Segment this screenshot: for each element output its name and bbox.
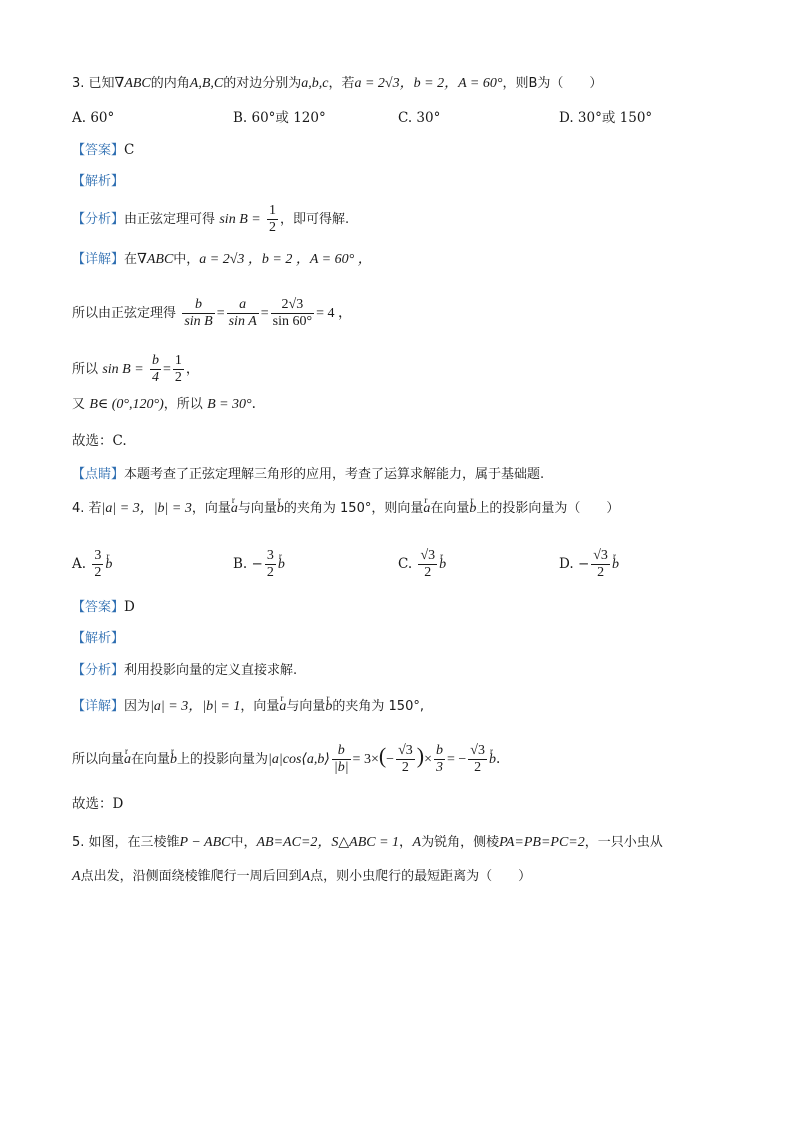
- q3-b-value: ，b = 2: [399, 76, 445, 91]
- fraction-denominator: 2: [174, 370, 182, 385]
- q4-b-norm: ，|b| = 3: [139, 501, 192, 516]
- fraction-denominator: 3: [436, 760, 443, 775]
- q5-line2-mid: 点出发，沿侧面绕棱锥爬行一周后回到: [80, 869, 302, 884]
- q4-stem: [72, 498, 619, 519]
- q4-analysis-tag: 【 解析 】: [72, 631, 124, 646]
- q3-xj-mid: 中，: [173, 252, 200, 267]
- fraction-denominator: 2: [424, 565, 432, 580]
- q3-answer-value: C: [124, 142, 135, 158]
- q3-line2-frac3: [271, 297, 314, 330]
- q4-vector-b2: r b: [469, 499, 476, 519]
- q3-line3-pre: 所以: [72, 362, 99, 377]
- q4-xj-pre: 因为: [124, 699, 151, 714]
- q4-line2-pre: 所以向量: [72, 752, 125, 767]
- q4-line2-expr: |a|cos⟨a,b⟩: [268, 752, 330, 767]
- q3-line4-mid: ，所以: [163, 397, 203, 412]
- fraction-numerator: b: [332, 743, 351, 760]
- fraction-numerator: a: [227, 297, 259, 314]
- option-label: B.: [233, 556, 248, 572]
- q4-xj-end: 的夹角为 150°,: [332, 699, 424, 714]
- q4-xj-b: ，|b| = 1: [188, 699, 241, 714]
- q4-answer: [72, 597, 135, 618]
- q4-stem-mid2: 与向量: [237, 501, 277, 516]
- q4-line2-cos-frac: [396, 743, 415, 776]
- q5-line2: [72, 866, 531, 887]
- q4-line2-result-vector: r b: [489, 750, 496, 770]
- q4-line2-vector-b: r b: [170, 750, 177, 770]
- fraction-numerator: 3: [266, 548, 274, 563]
- fraction-denominator: 2: [266, 565, 274, 580]
- q3-xiangjie-tag: 【 详解 】: [72, 252, 124, 267]
- fraction-denominator: sin 60°: [272, 314, 313, 329]
- fraction-denominator: 2: [597, 565, 605, 580]
- q4-option-a: [72, 548, 112, 581]
- q3-line4-pre: 又: [72, 397, 86, 412]
- q3-line2: 所以由正弦定理得 $\frac{b}{\text{sin B}}$ = $\frac{a}{\text{sin A}}$ = $\frac{2√3}{\sin 60^\circ}$ = 4 ，: [72, 297, 352, 329]
- q4-answer-value: D: [124, 599, 135, 615]
- q3-dianjing-text: 本题考查了正弦定理解三角形的应用，考查了运算求解能力，属于基础题.: [124, 467, 545, 482]
- q3-fenxi-expr: sin B =: [219, 212, 261, 227]
- q5-line2-end: 点，则小虫爬行的最短距离为（ ）: [310, 869, 532, 884]
- q4-line2-mid: 在向量: [131, 752, 171, 767]
- q4-fenxi: [72, 660, 297, 681]
- option-sign: −: [251, 556, 263, 572]
- q3-option-b: B. 60°或 120°: [233, 110, 326, 126]
- q4-line2-eq: = 3×: [352, 752, 379, 767]
- q4-line2-end: .: [495, 751, 501, 767]
- q5-line1-mid3: 为锐角，侧棱: [421, 835, 500, 850]
- q3-answer: [72, 140, 134, 161]
- q4-a-norm: |a| = 3: [101, 501, 140, 516]
- q3-triangle: ∇ABC: [114, 76, 151, 91]
- fraction-denominator: |b|: [333, 760, 349, 775]
- q5-pyramid: P − ABC: [179, 835, 231, 850]
- q5-ab-ac: AB=AC=2，: [256, 835, 332, 850]
- fraction-numerator: √3: [398, 743, 413, 758]
- q5-line1-end: ，一只小虫从: [584, 835, 663, 850]
- q4-choose: 故选：D: [72, 796, 124, 812]
- q3-xj-pre: 在: [124, 252, 138, 267]
- q4-stem-mid3: 的夹角为 150°，则向量: [283, 501, 424, 516]
- q3-analysis: [72, 171, 124, 192]
- q3-stem-text2: 的对边分别为: [223, 76, 302, 91]
- q4-line2-unit-frac: [332, 743, 351, 776]
- option-vector-b: r b: [439, 555, 446, 575]
- q4-vector-a2: r a: [423, 499, 430, 519]
- q3-line4-expr: B∈ (0°,120°): [89, 397, 164, 412]
- q3-a-value: a = 2√3: [354, 76, 400, 91]
- q4-xj-mid: ，向量: [240, 699, 280, 714]
- q5-line1-pre: 5. 如图，在三棱锥: [72, 835, 180, 850]
- q3-line4: [72, 394, 256, 415]
- q3-xj-triangle: ∇ABC: [137, 252, 174, 267]
- q5-angle-a: A: [412, 835, 422, 850]
- option-fraction: [265, 548, 276, 581]
- q3-choose: 故选：C.: [72, 433, 127, 449]
- q3-sides: a,b,c: [301, 76, 329, 91]
- fraction-numerator: √3: [420, 548, 436, 563]
- q3-xj-values: a = 2√3 ，b = 2 ，A = 60° ，: [199, 252, 372, 267]
- q5-point-a2: A: [301, 869, 311, 884]
- q3-line3-end: ，: [185, 361, 200, 377]
- q4-xiangjie: [72, 696, 424, 717]
- q3-line3-expr: sin B =: [102, 362, 144, 377]
- q4-fenxi-tag: 【 分析 】: [72, 663, 124, 678]
- q3-line2-frac1: [182, 297, 214, 330]
- q4-stem-mid: ，向量: [191, 501, 231, 516]
- q4-line2-vector-a: r a: [124, 750, 131, 770]
- q5-line1-mid: 中，: [230, 835, 257, 850]
- q4-stem-mid4: 在向量: [430, 501, 470, 516]
- q5-area: S△ABC = 1: [331, 835, 400, 850]
- q4-line2-b-frac: [434, 743, 445, 776]
- q4-option-d: [559, 548, 619, 581]
- q3-option-c: C. 30°: [398, 110, 441, 126]
- q3-angles: A,B,C: [189, 76, 224, 91]
- q4-line2-result-frac: [468, 743, 487, 776]
- q3-xiangjie: [72, 249, 372, 270]
- q4-line2-mid2: 上的投影向量为: [177, 752, 269, 767]
- option-label: A.: [72, 556, 87, 572]
- q4-option-b: [233, 548, 285, 581]
- q3-analysis-tag: 【 解析 】: [72, 174, 124, 189]
- q3-dianjing-tag: 【 点睛 】: [72, 467, 124, 482]
- q4-line2: 所以向量r a在向量r b上的投影向量为|a|cos⟨a,b⟩ $\frac{b}{|b|}$ = 3×(− $\frac{√3}{2}$ )× $\frac{b}{3}$ = − $\frac{√3}{2}$ r b.: [72, 743, 500, 776]
- q4-vector-b: r b: [277, 499, 284, 519]
- q3-stem: [72, 73, 602, 94]
- q3-fenxi-tag: 【 分析 】: [72, 212, 124, 227]
- q3-A-value: ，A = 60°: [444, 76, 503, 91]
- option-label: D.: [559, 556, 574, 572]
- fraction-numerator: 1: [269, 203, 276, 218]
- q4-vector-a: r a: [231, 499, 238, 519]
- q3-line4-result: B = 30°: [207, 397, 252, 412]
- fraction-numerator: √3: [470, 743, 485, 758]
- q3-stem-end: ，则B为（ ）: [502, 76, 603, 91]
- q3-cond: ，若: [328, 76, 355, 91]
- fraction-numerator: b: [151, 353, 159, 368]
- q3-line2-end: = 4 ，: [316, 306, 352, 321]
- fraction-numerator: b: [436, 743, 443, 758]
- q3-stem-text: 的内角: [150, 76, 190, 91]
- option-fraction: [418, 548, 437, 581]
- option-vector-b: r b: [278, 555, 285, 575]
- q3-fenxi-post: ，即可得解.: [280, 212, 350, 227]
- q3-fenxi-pre: 由正弦定理可得: [124, 212, 216, 227]
- q5-edges: PA=PB=PC=2: [499, 835, 585, 850]
- q3-stem-pre: 3. 已知: [72, 76, 115, 91]
- option-vector-b: r b: [105, 555, 112, 575]
- q3-fenxi: [72, 203, 349, 236]
- fraction-denominator: 2: [401, 760, 409, 775]
- fraction-numerator: 3: [94, 548, 102, 563]
- q4-line2-eq2: = −: [447, 752, 467, 767]
- fraction-denominator: 2: [94, 565, 102, 580]
- q4-option-c: [398, 548, 446, 581]
- q4-xj-vector-a: r a: [279, 697, 286, 717]
- q4-xj-a: |a| = 3: [150, 699, 189, 714]
- q3-fenxi-fraction: [267, 203, 278, 236]
- q3-answer-tag: 【 答案 】: [72, 143, 124, 158]
- q4-stem-pre: 4. 若: [72, 501, 102, 516]
- q3-line2-frac2: [227, 297, 259, 330]
- q4-xiangjie-tag: 【 详解 】: [72, 699, 124, 714]
- fraction-numerator: b: [182, 297, 214, 314]
- q5-line1-mid2: ，: [399, 834, 413, 850]
- fraction-denominator: 4: [151, 370, 159, 385]
- option-sign: −: [577, 556, 590, 572]
- q4-fenxi-text: 利用投影向量的定义直接求解.: [124, 663, 298, 678]
- q4-line2-times: ×: [424, 752, 432, 767]
- fraction-denominator: 2: [269, 220, 276, 235]
- fraction-denominator: sin A: [228, 314, 257, 329]
- q3-line4-end: .: [251, 396, 256, 412]
- q3-line3-frac2: [173, 353, 184, 386]
- q4-xj-vector-b: r b: [325, 697, 332, 717]
- fraction-denominator: 2: [474, 760, 482, 775]
- q5-line1: [72, 832, 663, 853]
- option-fraction: [92, 548, 103, 581]
- q3-line3-frac1: [150, 353, 161, 386]
- q3-option-d: D. 30°或 150°: [559, 110, 653, 126]
- fraction-numerator: 1: [174, 353, 182, 368]
- q5-point-a: A: [72, 869, 81, 884]
- q3-option-a: A. 60°: [72, 110, 115, 126]
- q4-analysis: [72, 628, 124, 649]
- fraction-denominator: sin B: [184, 314, 213, 329]
- option-fraction: [591, 548, 610, 581]
- q4-stem-end: 上的投影向量为（ ）: [476, 501, 620, 516]
- q3-dianjing: [72, 464, 544, 485]
- q3-line3: 所以 sin B = $\frac{b}{4}$ = $\frac{1}{2}$ ，: [72, 353, 200, 385]
- option-label: C.: [398, 556, 413, 572]
- fraction-numerator: √3: [593, 548, 608, 563]
- option-vector-b: r b: [612, 555, 619, 575]
- q3-line2-pre: 所以由正弦定理得: [72, 306, 177, 321]
- q4-answer-tag: 【 答案 】: [72, 600, 124, 615]
- q4-xj-mid2: 与向量: [286, 699, 326, 714]
- fraction-numerator: 2√3: [271, 297, 314, 314]
